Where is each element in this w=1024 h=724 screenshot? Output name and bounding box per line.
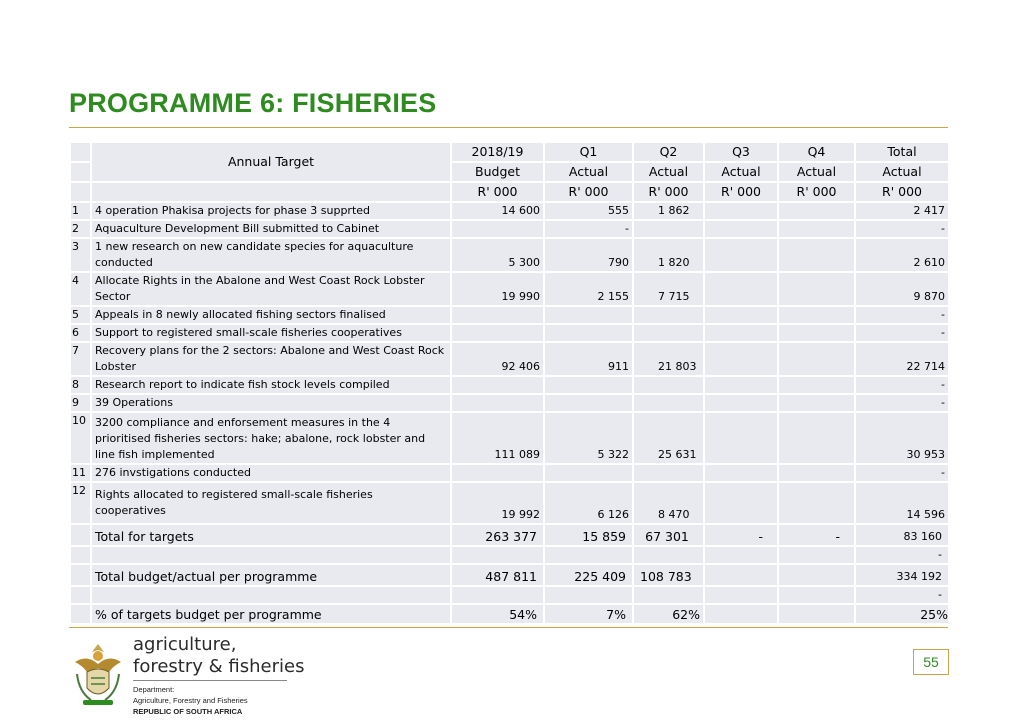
cell-value xyxy=(451,464,544,482)
department-brand xyxy=(133,634,304,717)
cell-value: 19 990 xyxy=(451,272,544,306)
col-header: Total xyxy=(855,142,949,162)
table-row xyxy=(70,376,949,394)
cell-value: 790 xyxy=(544,238,633,272)
percent-row xyxy=(70,604,949,624)
cell-value: 1 862 xyxy=(633,202,704,220)
cell-value: 9 870 xyxy=(855,272,949,306)
annual-target-header: Annual Target xyxy=(91,142,451,182)
cell-value xyxy=(704,464,778,482)
row-number: 7 xyxy=(70,342,91,376)
row-number: 3 xyxy=(70,238,91,272)
col-header: Actual xyxy=(633,162,704,182)
cell-value xyxy=(451,306,544,324)
cell-value xyxy=(778,324,855,342)
cell-value xyxy=(633,464,704,482)
cell-value: - xyxy=(855,220,949,238)
col-header: Actual xyxy=(704,162,778,182)
spacer-row xyxy=(70,546,949,564)
cell-value: 2 417 xyxy=(855,202,949,220)
cell-value: 5 322 xyxy=(544,412,633,464)
table-row xyxy=(70,220,949,238)
col-header: Q2 xyxy=(633,142,704,162)
cell-value: 22 714 xyxy=(855,342,949,376)
table-row xyxy=(70,394,949,412)
cell-value: 7% xyxy=(544,604,633,624)
col-header: Actual xyxy=(544,162,633,182)
total-programme-row xyxy=(70,564,949,586)
cell-value: - xyxy=(778,524,855,546)
cell-value: 1 820 xyxy=(633,238,704,272)
cell-value xyxy=(778,394,855,412)
cell-value: 62% xyxy=(633,604,704,624)
cell-value: 2 610 xyxy=(855,238,949,272)
cell-value xyxy=(704,412,778,464)
cell-value: 25 631 xyxy=(633,412,704,464)
cell-value xyxy=(451,376,544,394)
cell-value xyxy=(778,412,855,464)
cell-value xyxy=(633,306,704,324)
cell-value xyxy=(778,272,855,306)
row-description: 4 operation Phakisa projects for phase 3 supprted xyxy=(91,202,451,220)
cell-value xyxy=(544,376,633,394)
row-description: 3200 compliance and enforsement measures in the 4 prioritised fisheries sectors: hake; abalone, rock lobster and line fish implemented xyxy=(91,412,451,464)
table-row xyxy=(70,324,949,342)
cell-value: 225 409 xyxy=(544,564,633,586)
page-number: 55 xyxy=(913,649,949,675)
cell-value xyxy=(778,202,855,220)
cell-value: - xyxy=(704,524,778,546)
row-number: 4 xyxy=(70,272,91,306)
table-row xyxy=(70,306,949,324)
cell-value: 25% xyxy=(855,604,949,624)
cell-value: 54% xyxy=(451,604,544,624)
table-row xyxy=(70,464,949,482)
row-number: 8 xyxy=(70,376,91,394)
cell-value: 19 992 xyxy=(451,482,544,524)
cell-value xyxy=(704,272,778,306)
cell-value: 334 192 xyxy=(855,564,949,586)
col-header: R' 000 xyxy=(633,182,704,202)
header-row-1 xyxy=(70,142,949,162)
cell-value xyxy=(633,220,704,238)
table-row xyxy=(70,412,949,464)
col-header: Actual xyxy=(778,162,855,182)
col-header: Budget xyxy=(451,162,544,182)
cell-value: 5 300 xyxy=(451,238,544,272)
row-description: 1 new research on new candidate species for aquaculture conducted xyxy=(91,238,451,272)
cell-value xyxy=(451,394,544,412)
cell-value xyxy=(451,324,544,342)
row-description: Allocate Rights in the Abalone and West Coast Rock Lobster Sector xyxy=(91,272,451,306)
cell-value: - xyxy=(855,464,949,482)
cell-value xyxy=(633,376,704,394)
row-description: Research report to indicate fish stock levels compiled xyxy=(91,376,451,394)
row-description: Aquaculture Development Bill submitted to Cabinet xyxy=(91,220,451,238)
cell-value xyxy=(704,482,778,524)
row-description: Support to registered small-scale fisheries cooperatives xyxy=(91,324,451,342)
total-targets-row xyxy=(70,524,949,546)
cell-value xyxy=(544,306,633,324)
table-row xyxy=(70,272,949,306)
coat-of-arms-icon xyxy=(69,640,127,710)
cell-value: 2 155 xyxy=(544,272,633,306)
col-header: R' 000 xyxy=(778,182,855,202)
header-row-3 xyxy=(70,182,949,202)
col-header: 2018/19 xyxy=(451,142,544,162)
cell-value: 14 600 xyxy=(451,202,544,220)
cell-value: 15 859 xyxy=(544,524,633,546)
cell-value xyxy=(633,394,704,412)
cell-value: 111 089 xyxy=(451,412,544,464)
brand-divider xyxy=(133,680,287,681)
cell-value xyxy=(778,342,855,376)
col-header: R' 000 xyxy=(451,182,544,202)
row-number: 2 xyxy=(70,220,91,238)
row-description: Rights allocated to registered small-scale fisheries cooperatives xyxy=(91,482,451,524)
table-row xyxy=(70,238,949,272)
cell-value: 30 953 xyxy=(855,412,949,464)
cell-value: - xyxy=(855,306,949,324)
brand-line-1: agriculture, xyxy=(133,634,237,655)
col-header: Q3 xyxy=(704,142,778,162)
cell-value xyxy=(704,238,778,272)
cell-value: - xyxy=(855,324,949,342)
col-header: R' 000 xyxy=(704,182,778,202)
cell-value: - xyxy=(855,546,949,564)
cell-value xyxy=(544,324,633,342)
row-number: 11 xyxy=(70,464,91,482)
cell-value xyxy=(544,464,633,482)
cell-value xyxy=(704,202,778,220)
row-description: Appeals in 8 newly allocated fishing sectors finalised xyxy=(91,306,451,324)
header-divider xyxy=(69,127,948,128)
cell-value xyxy=(778,306,855,324)
cell-value xyxy=(778,220,855,238)
row-number: 10 xyxy=(70,412,91,464)
cell-value: 6 126 xyxy=(544,482,633,524)
row-number: 6 xyxy=(70,324,91,342)
cell-value: 487 811 xyxy=(451,564,544,586)
cell-value: - xyxy=(855,376,949,394)
cell-value: 92 406 xyxy=(451,342,544,376)
cell-value: 14 596 xyxy=(855,482,949,524)
cell-value: 911 xyxy=(544,342,633,376)
cell-value xyxy=(704,220,778,238)
fisheries-budget-table xyxy=(69,141,950,625)
cell-value xyxy=(704,306,778,324)
cell-value xyxy=(704,324,778,342)
cell-value xyxy=(704,342,778,376)
row-description: 276 invstigations conducted xyxy=(91,464,451,482)
cell-value: 83 160 xyxy=(855,524,949,546)
col-header: R' 000 xyxy=(544,182,633,202)
page-title: PROGRAMME 6: FISHERIES xyxy=(69,88,437,118)
cell-value: 108 783 xyxy=(633,564,704,586)
cell-value xyxy=(704,394,778,412)
row-number: 1 xyxy=(70,202,91,220)
dept-label: Department: xyxy=(133,685,175,694)
brand-line-2: forestry & fisheries xyxy=(133,656,305,677)
row-description: 39 Operations xyxy=(91,394,451,412)
row-label: % of targets budget per programme xyxy=(91,604,451,624)
col-header: R' 000 xyxy=(855,182,949,202)
cell-value xyxy=(778,376,855,394)
footer-divider xyxy=(69,627,948,628)
row-number: 5 xyxy=(70,306,91,324)
cell-value: 67 301 xyxy=(633,524,704,546)
dept-name: Agriculture, Forestry and Fisheries xyxy=(133,696,248,705)
cell-value: - xyxy=(855,394,949,412)
spacer-row xyxy=(70,586,949,604)
row-number: 9 xyxy=(70,394,91,412)
cell-value xyxy=(778,464,855,482)
table-row xyxy=(70,342,949,376)
col-header: Actual xyxy=(855,162,949,182)
cell-value: 263 377 xyxy=(451,524,544,546)
table-row xyxy=(70,482,949,524)
row-number: 12 xyxy=(70,482,91,524)
cell-value xyxy=(778,238,855,272)
cell-value xyxy=(704,376,778,394)
cell-value: 8 470 xyxy=(633,482,704,524)
cell-value: 555 xyxy=(544,202,633,220)
row-label: Total for targets xyxy=(91,524,451,546)
row-label: Total budget/actual per programme xyxy=(91,564,451,586)
row-description: Recovery plans for the 2 sectors: Abalone and West Coast Rock Lobster xyxy=(91,342,451,376)
cell-value xyxy=(633,324,704,342)
cell-value xyxy=(778,482,855,524)
cell-value xyxy=(451,220,544,238)
cell-value: - xyxy=(544,220,633,238)
country-name: REPUBLIC OF SOUTH AFRICA xyxy=(133,707,243,716)
col-header: Q4 xyxy=(778,142,855,162)
col-header: Q1 xyxy=(544,142,633,162)
cell-value: 21 803 xyxy=(633,342,704,376)
table-row xyxy=(70,202,949,220)
cell-value xyxy=(544,394,633,412)
cell-value: 7 715 xyxy=(633,272,704,306)
cell-value: - xyxy=(855,586,949,604)
